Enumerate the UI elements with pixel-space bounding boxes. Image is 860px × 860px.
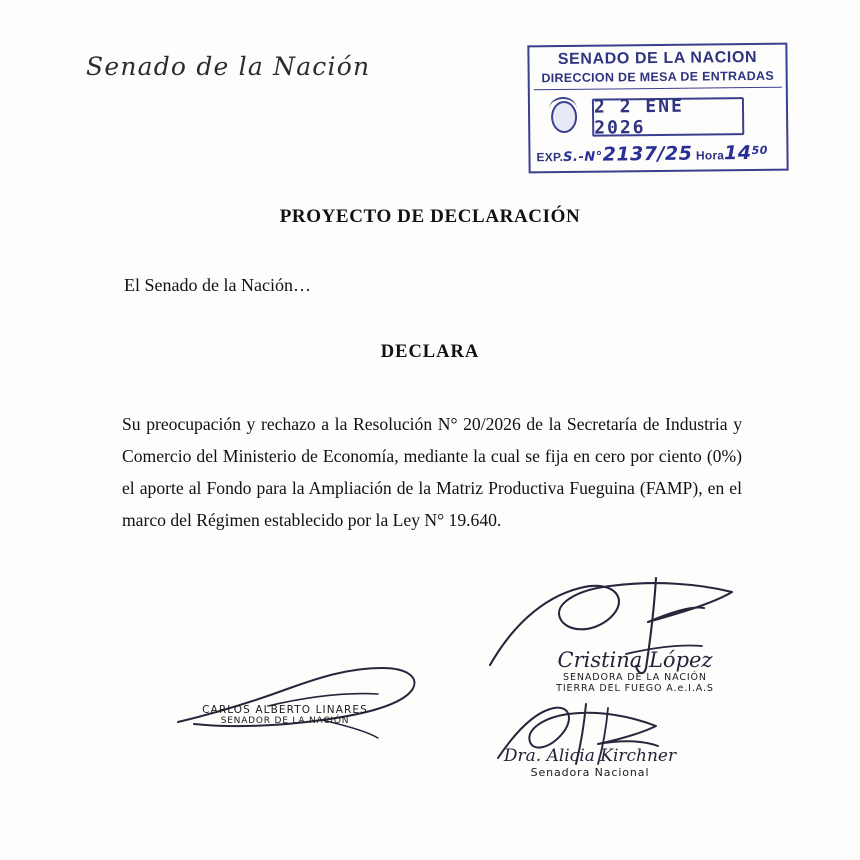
stamp-exp-prefix: S.-N° [563, 149, 603, 165]
signature-role-carlos-alberto-linares: SENADOR DE LA NACIÓN [220, 716, 350, 726]
signature-block-carlos-alberto-linares [160, 704, 410, 726]
letterhead [86, 52, 370, 81]
signature-script-cristina-lopez: Cristina López [557, 648, 713, 672]
stamp-date: 2 2 ENE 2026 [593, 95, 684, 139]
signature-stroke-carlos-alberto-linares [172, 662, 432, 742]
letterhead-text: Senado de la Nación [86, 52, 371, 81]
page-title: PROYECTO DE DECLARACIÓN [279, 206, 581, 227]
reception-stamp [527, 43, 788, 174]
stamp-line-2: DIRECCION DE MESA DE ENTRADAS [541, 68, 775, 86]
signature-role-alicia-kirchner: Senadora Nacional [530, 766, 650, 779]
stamp-hour-value: 14 [724, 142, 752, 165]
argentina-crest-icon [548, 97, 578, 135]
stamp-line-1: SENADO DE LA NACION [557, 48, 758, 69]
signature-name-carlos-alberto-linares: CARLOS ALBERTO LINARES [202, 704, 368, 716]
salutation-text: El Senado de la Nación… [124, 275, 311, 295]
stamp-hour-minutes: 50 [751, 143, 768, 158]
signature-block-alicia-kirchner [470, 746, 710, 779]
stamp-divider [534, 87, 782, 91]
signature-script-alicia-kirchner: Dra. Alicia Kirchner [503, 746, 677, 766]
signature-role-line-2: TIERRA DEL FUEGO A.e.I.A.S [556, 683, 714, 694]
body-paragraph: Su preocupación y rechazo a la Resolución N° 20/2026 de la Secretaría de Industria y Comercio del Ministerio de Economía, mediante la cual se fija en cero por ciento (0%) el aporte al Fondo para la Ampliación de la Matriz Productiva Fueguina (FAMP), en el marco del Régimen establecido por la Ley N° 19.640. [122, 414, 742, 530]
stamp-exp-label: EXP. [536, 149, 564, 165]
signature-block-cristina-lopez [520, 648, 750, 694]
stamp-exp-number: 2137/25 [602, 142, 693, 166]
signature-role-line-1: SENADORA DE LA NACIÓN [563, 672, 707, 683]
declara-heading: DECLARA [380, 342, 480, 362]
stamp-hour-label: Hora [695, 148, 725, 163]
stamp-footer [536, 142, 780, 167]
stamp-date-box [592, 97, 744, 137]
